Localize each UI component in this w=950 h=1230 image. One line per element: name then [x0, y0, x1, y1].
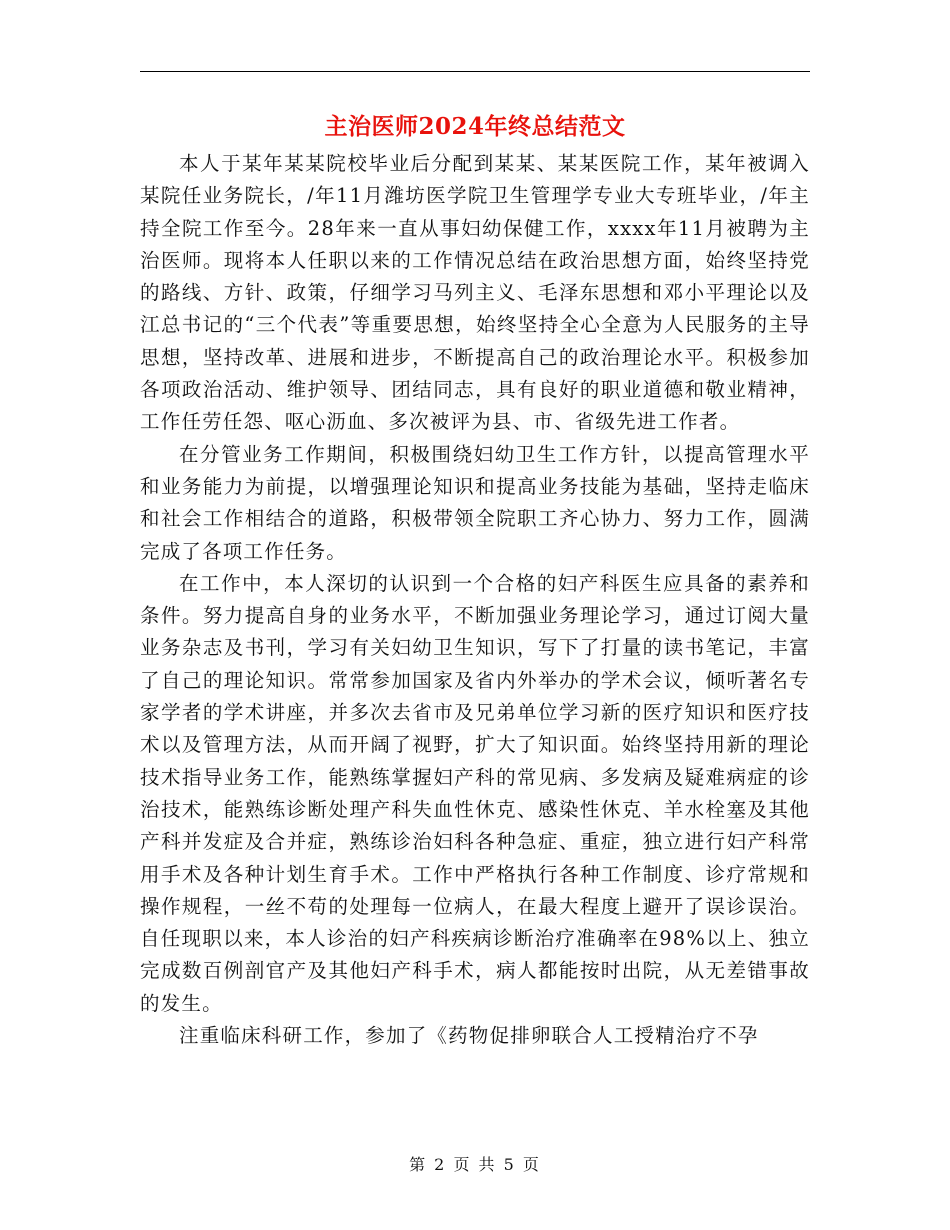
paragraph-clinical-work: 在工作中，本人深切的认识到一个合格的妇产科医生应具备的素养和条件。努力提高自身的业务水平，不断加强业务理论学习，通过订阅大量业务杂志及书刊，学习有关妇幼卫生知识，写下了打量的读书笔记，丰富了自己的理论知识。常常参加国家及省内外举办的学术会议，倾听著名专家学者的学术讲座，并多次去省市及兄弟单位学习新的医疗知识和医疗技术以及管理方法，从而开阔了视野，扩大了知识面。始终坚持用新的理论技术指导业务工作，能熟练掌握妇产科的常见病、多发病及疑难病症的诊治技术，能熟练诊断处理产科失血性休克、感染性休克、羊水栓塞及其他产科并发症及合并症，熟练诊治妇科各种急症、重症，独立进行妇产科常用手术及各种计划生育手术。工作中严格执行各种工作制度、诊疗常规和操作规程，一丝不苟的处理每一位病人，在最大程度上避开了误诊误治。自任现职以来，本人诊治的妇产科疾病诊断治疗准确率在98%以上、独立完成数百例剖官产及其他妇产科手术，病人都能按时出院，从无差错事故的发生。 [140, 571, 810, 1015]
paragraph-research: 注重临床科研工作，参加了《药物促排卵联合人工授精治疗不孕 [179, 1024, 759, 1048]
header-rule [140, 71, 810, 72]
paragraph-business-management: 在分管业务工作期间，积极围绕妇幼卫生工作方针，以提高管理水平和业务能力为前提，以增强理论知识和提高业务技能为基础，坚持走临床和社会工作相结合的道路，积极带领全院职工齐心协力、努力工作，圆满完成了各项工作任务。 [140, 442, 810, 563]
document-title: 主治医师2024年终总结范文 [324, 113, 626, 140]
paragraph-political-summary: 本人于某年某某院校毕业后分配到某某、某某医院工作，某年被调入某院任业务院长，/年11月潍坊医学院卫生管理学专业大专班毕业，/年主持全院工作至今。28年来一直从事妇幼保健工作，xxxx年11月被聘为主治医师。现将本人任职以来的工作情况总结在政治思想方面，始终坚持党的路线、方针、政策，仔细学习马列主义、毛泽东思想和邓小平理论以及江总书记的“三个代表”等重要思想，始终坚持全心全意为人民服务的主导思想，坚持改革、进展和进步，不断提高自己的政治理论水平。积极参加各项政治活动、维护领导、团结同志，具有良好的职业道德和敬业精神，工作任劳任怨、呕心沥血、多次被评为县、市、省级先进工作者。 [140, 152, 810, 434]
page-number: 第 2 页 共 5 页 [409, 1155, 541, 1174]
document-body [140, 148, 810, 1052]
